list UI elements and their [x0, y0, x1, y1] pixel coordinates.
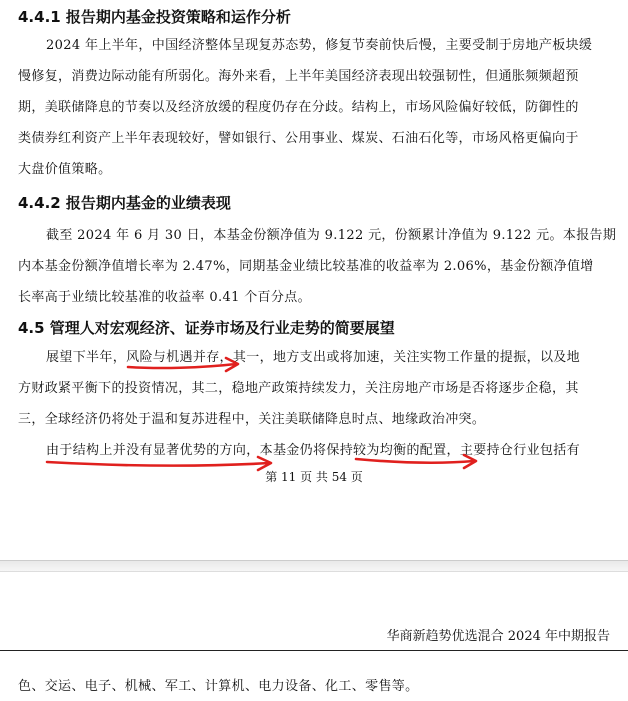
paragraph-line: 色、交运、电子、机械、军工、计算机、电力设备、化工、零售等。 [18, 679, 419, 694]
paragraph-line: 慢修复，消费边际动能有所弱化。海外来看，上半年美国经济表现出较强韧性，但通胀频频超预 [18, 69, 579, 84]
header-rule [0, 650, 628, 651]
paragraph-line: 大盘价值策略。 [18, 162, 112, 177]
paragraph-line: 期，美联储降息的节奏以及经济放缓的程度仍存在分歧。结构上，市场风险偏好较低，防御性的 [18, 100, 579, 115]
section-heading-4-4-1: 4.4.1 报告期内基金投资策略和运作分析 [18, 8, 291, 26]
paragraph-line: 截至 2024 年 6 月 30 日，本基金份额净值为 9.122 元，份额累计净值为 9.122 元。本报告期 [46, 228, 617, 243]
paragraph-line: 长率高于业绩比较基准的收益率 0.41 个百分点。 [18, 290, 311, 305]
paragraph-line: 展望下半年，风险与机遇并存，其一，地方支出或将加速，关注实物工作量的提振，以及地 [46, 350, 581, 365]
paragraph-line: 内本基金份额净值增长率为 2.47%，同期基金业绩比较基准的收益率为 2.06%，基金份额净值增 [18, 259, 594, 274]
paragraph-line: 三，全球经济仍将处于温和复苏进程中，关注美联储降息时点、地缘政治冲突。 [18, 412, 486, 427]
page-number: 第 11 页 共 54 页 [265, 470, 363, 484]
paragraph-line: 方财政紧平衡下的投资情况，其二，稳地产政策持续发力，关注房地产市场是否将逐步企稳，其 [18, 381, 579, 396]
paragraph-line: 类债券红利资产上半年表现较好，譬如银行、公用事业、煤炭、石油石化等，市场风格更偏向于 [18, 131, 579, 146]
page-header-title: 华商新趋势优选混合 2024 年中期报告 [386, 629, 610, 644]
section-heading-4-5: 4.5 管理人对宏观经济、证券市场及行业走势的简要展望 [18, 319, 395, 337]
paragraph-line: 由于结构上并没有显著优势的方向，本基金仍将保持较为均衡的配置，主要持仓行业包括有 [46, 443, 581, 458]
paragraph-line: 2024 年上半年，中国经济整体呈现复苏态势，修复节奏前快后慢，主要受制于房地产板块缓 [46, 38, 593, 53]
section-heading-4-4-2: 4.4.2 报告期内基金的业绩表现 [18, 194, 231, 212]
page-separator [0, 560, 628, 572]
